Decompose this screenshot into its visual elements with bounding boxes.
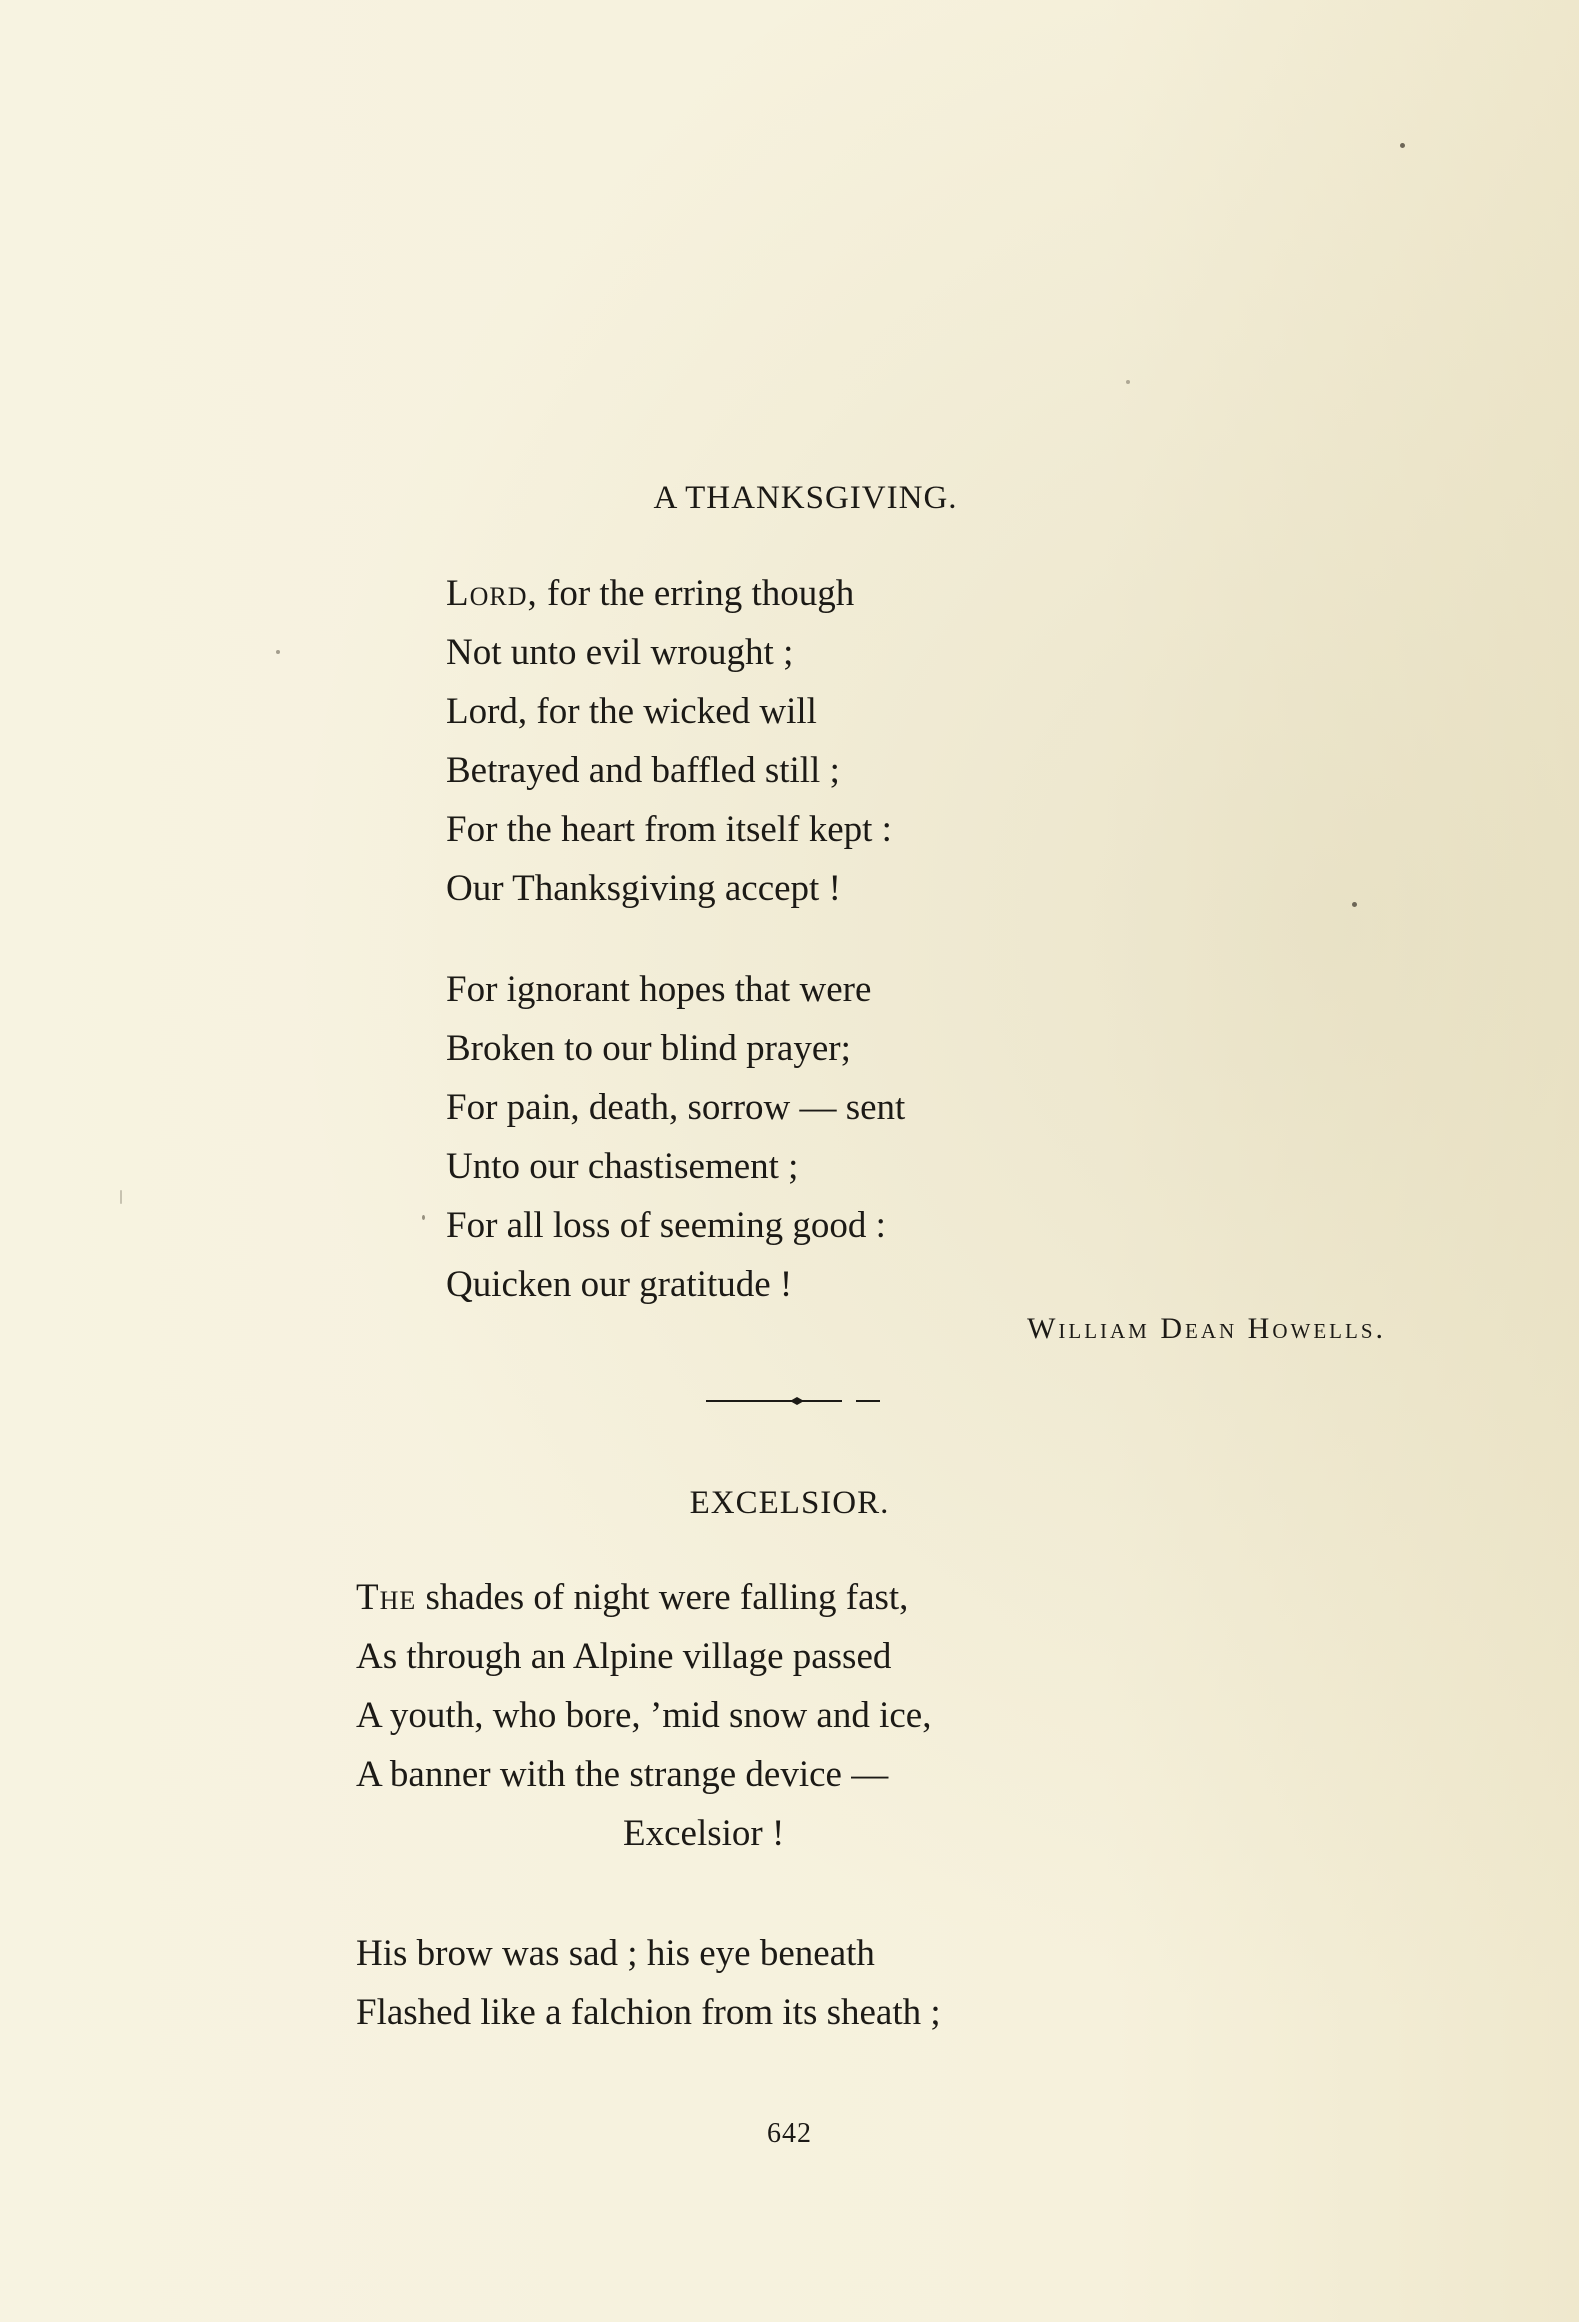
poem-line: For ignorant hopes that were: [446, 969, 872, 1010]
page-number: 642: [767, 2118, 812, 2149]
poem-line: Flashed like a falchion from its sheath ;: [356, 1992, 941, 2033]
paper-speck: [120, 1190, 122, 1204]
poem-line: [356, 1568, 931, 1627]
thanksgiving-stanza-2: [446, 960, 905, 1314]
paper-speck: [1352, 902, 1357, 907]
poem-line: For the heart from itself kept :: [446, 809, 892, 850]
thanksgiving-stanza-1: [446, 564, 892, 918]
poem-line: A youth, who bore, ’mid snow and ice,: [356, 1695, 932, 1736]
poem-line: A banner with the strange device —: [356, 1754, 889, 1795]
poem-line: For pain, death, sorrow — sent: [446, 1087, 906, 1128]
line-text: for the erring though: [537, 573, 855, 614]
poem-line: Not unto evil wrought ;: [446, 632, 794, 673]
poem-line: As through an Alpine village passed: [356, 1636, 892, 1677]
poem-line: Lord, for the wicked will: [446, 691, 817, 732]
line-text: shades of night were falling fast,: [416, 1577, 909, 1618]
small-caps-lead: The: [356, 1577, 417, 1618]
show-through-texture: [590, 280, 593, 318]
refrain-line: Excelsior !: [623, 1813, 785, 1854]
excelsior-stanza-2: [356, 1924, 941, 2042]
paper-speck: [1126, 380, 1130, 384]
poem-title-thanksgiving: A THANKSGIVING.: [653, 480, 958, 516]
poem-line: His brow was sad ; his eye beneath: [356, 1933, 875, 1974]
poem-line: Betrayed and baffled still ;: [446, 750, 840, 791]
poem-line: For all loss of seeming good :: [446, 1205, 886, 1246]
poem-line: Quicken our gratitude !: [446, 1264, 793, 1305]
paper-speck: [1400, 143, 1405, 148]
paper-speck: [276, 650, 280, 654]
author-attribution: William Dean Howells.: [1027, 1312, 1386, 1345]
poem-line: Unto our chastisement ;: [446, 1146, 799, 1187]
poem-line: Our Thanksgiving accept !: [446, 868, 841, 909]
poem-line: [446, 564, 892, 623]
small-caps-lead: Lord,: [446, 573, 538, 614]
excelsior-stanza-1: [356, 1568, 931, 1863]
poem-title-excelsior: EXCELSIOR.: [689, 1485, 890, 1521]
poem-line: Broken to our blind prayer;: [446, 1028, 851, 1069]
paper-speck: [422, 1215, 425, 1220]
ornamental-divider: [704, 1397, 884, 1405]
